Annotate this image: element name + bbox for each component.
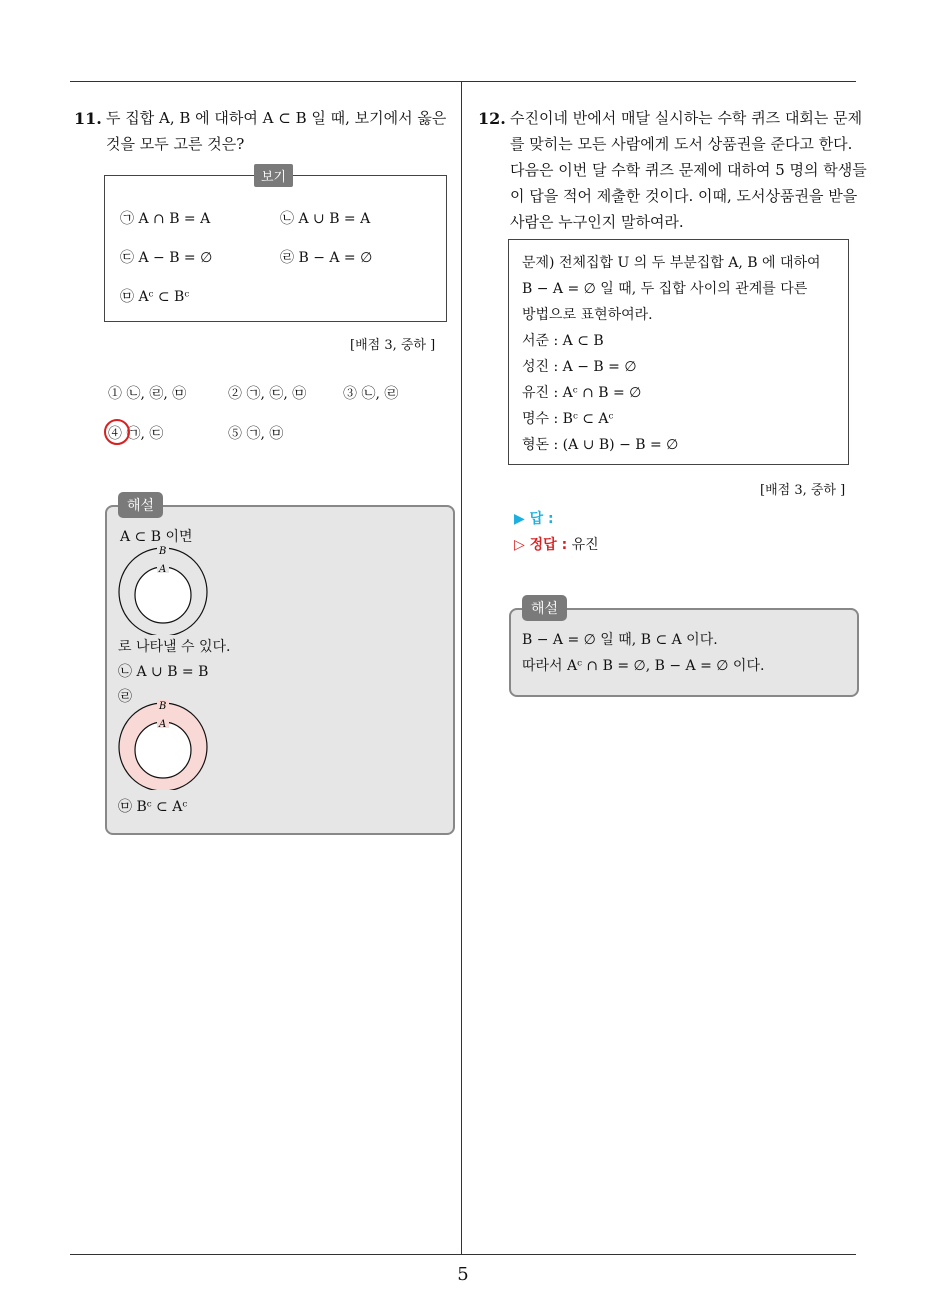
bogi-item-1: ㉠ A ∩ B = A bbox=[120, 211, 211, 227]
q11-line2: 것을 모두 고른 것은? bbox=[106, 135, 245, 153]
problem-line-5: 성진 : A − B = ∅ bbox=[522, 359, 637, 375]
q12-problem-box bbox=[508, 239, 849, 465]
bogi-item-3: ㉢ A − B = ∅ bbox=[120, 250, 213, 266]
q12-explain-line1: B − A = ∅ 일 때, B ⊂ A 이다. bbox=[522, 632, 718, 648]
q12-line5: 사람은 누구인지 말하여라. bbox=[510, 213, 684, 231]
bogi-label: 보기 bbox=[254, 164, 293, 187]
q11-number: 11. bbox=[74, 109, 102, 128]
selected-answer-mark bbox=[104, 419, 130, 445]
correct-answer-value: 유진 bbox=[571, 537, 599, 553]
q11-choice-2[interactable]: ② ㉠, ㉢, ㉤ bbox=[228, 386, 307, 402]
q12-score: [배점 3, 중하 ] bbox=[760, 483, 846, 498]
bogi-item-2: ㉡ A ∪ B = A bbox=[280, 211, 371, 227]
problem-line-4: 서준 : A ⊂ B bbox=[522, 333, 604, 349]
venn-inner-circle bbox=[135, 567, 191, 623]
q11-explain-line5: ㉤ Bᶜ ⊂ Aᶜ bbox=[118, 799, 188, 815]
venn-inner-label: A bbox=[159, 564, 167, 575]
q11-explain-line2: 로 나타낼 수 있다. bbox=[118, 639, 231, 655]
problem-line-7: 명수 : Bᶜ ⊂ Aᶜ bbox=[522, 411, 614, 427]
venn-diagram-shaded bbox=[115, 700, 211, 790]
venn-inner-circle-2 bbox=[135, 722, 191, 778]
top-rule bbox=[70, 81, 856, 82]
bogi-item-4: ㉣ B − A = ∅ bbox=[280, 250, 373, 266]
q12-explain-line2: 따라서 Aᶜ ∩ B = ∅, B − A = ∅ 이다. bbox=[522, 658, 765, 674]
correct-answer-row bbox=[514, 534, 599, 554]
venn-outer-label-2: B bbox=[159, 701, 167, 712]
q11-choice-3[interactable]: ③ ㉡, ㉣ bbox=[343, 386, 399, 402]
problem-line-1: 문제) 전체집합 U 의 두 부분집합 A, B 에 대하여 bbox=[522, 255, 821, 271]
q11-line1: 두 집합 A, B 에 대하여 A ⊂ B 일 때, 보기에서 옳은 bbox=[106, 109, 447, 127]
q11-text bbox=[106, 105, 446, 157]
column-divider bbox=[461, 82, 462, 1254]
q12-number: 12. bbox=[478, 109, 506, 128]
correct-answer-label: ▷ 정답 : bbox=[514, 537, 568, 553]
q12-explain-box bbox=[509, 608, 859, 697]
q12-line3: 다음은 이번 달 수학 퀴즈 문제에 대하여 5 명의 학생들 bbox=[510, 161, 867, 179]
q11-explain-line1: A ⊂ B 이면 bbox=[120, 529, 193, 545]
q12-text bbox=[510, 105, 867, 235]
q12-line1: 수진이네 반에서 매달 실시하는 수학 퀴즈 대회는 문제 bbox=[510, 109, 863, 127]
problem-line-8: 형돈 : (A ∪ B) − B = ∅ bbox=[522, 437, 679, 453]
q12-line2: 를 맞히는 모든 사람에게 도서 상품권을 준다고 한다. bbox=[510, 135, 853, 153]
page-number: 5 bbox=[457, 1264, 469, 1285]
venn-outer-label: B bbox=[159, 546, 167, 557]
bottom-rule bbox=[70, 1254, 856, 1255]
q12-line4: 이 답을 적어 제출한 것이다. 이때, 도서상품권을 받을 bbox=[510, 187, 858, 205]
problem-line-3: 방법으로 표현하여라. bbox=[522, 307, 653, 323]
venn-diagram-subset bbox=[115, 545, 211, 635]
bogi-item-5: ㉤ Aᶜ ⊂ Bᶜ bbox=[120, 289, 190, 305]
q12-explain-label: 해설 bbox=[522, 595, 567, 621]
q11-explain-label: 해설 bbox=[118, 492, 163, 518]
q11-choice-4[interactable]: ④ ㉠, ㉢ bbox=[108, 426, 164, 442]
q11-score: [배점 3, 중하 ] bbox=[350, 338, 436, 353]
problem-line-6: 유진 : Aᶜ ∩ B = ∅ bbox=[522, 385, 642, 401]
q11-explain-line3: ㉡ A ∪ B = B bbox=[118, 664, 209, 680]
problem-line-2: B − A = ∅ 일 때, 두 집합 사이의 관계를 다른 bbox=[522, 281, 808, 297]
q11-explain-line4: ㉣ bbox=[118, 689, 132, 705]
answer-label: ▶ 답 : bbox=[514, 511, 554, 527]
q11-choice-1[interactable]: ① ㉡, ㉣, ㉤ bbox=[108, 386, 187, 402]
q11-choice-5[interactable]: ⑤ ㉠, ㉤ bbox=[228, 426, 284, 442]
venn-inner-label-2: A bbox=[159, 719, 167, 730]
